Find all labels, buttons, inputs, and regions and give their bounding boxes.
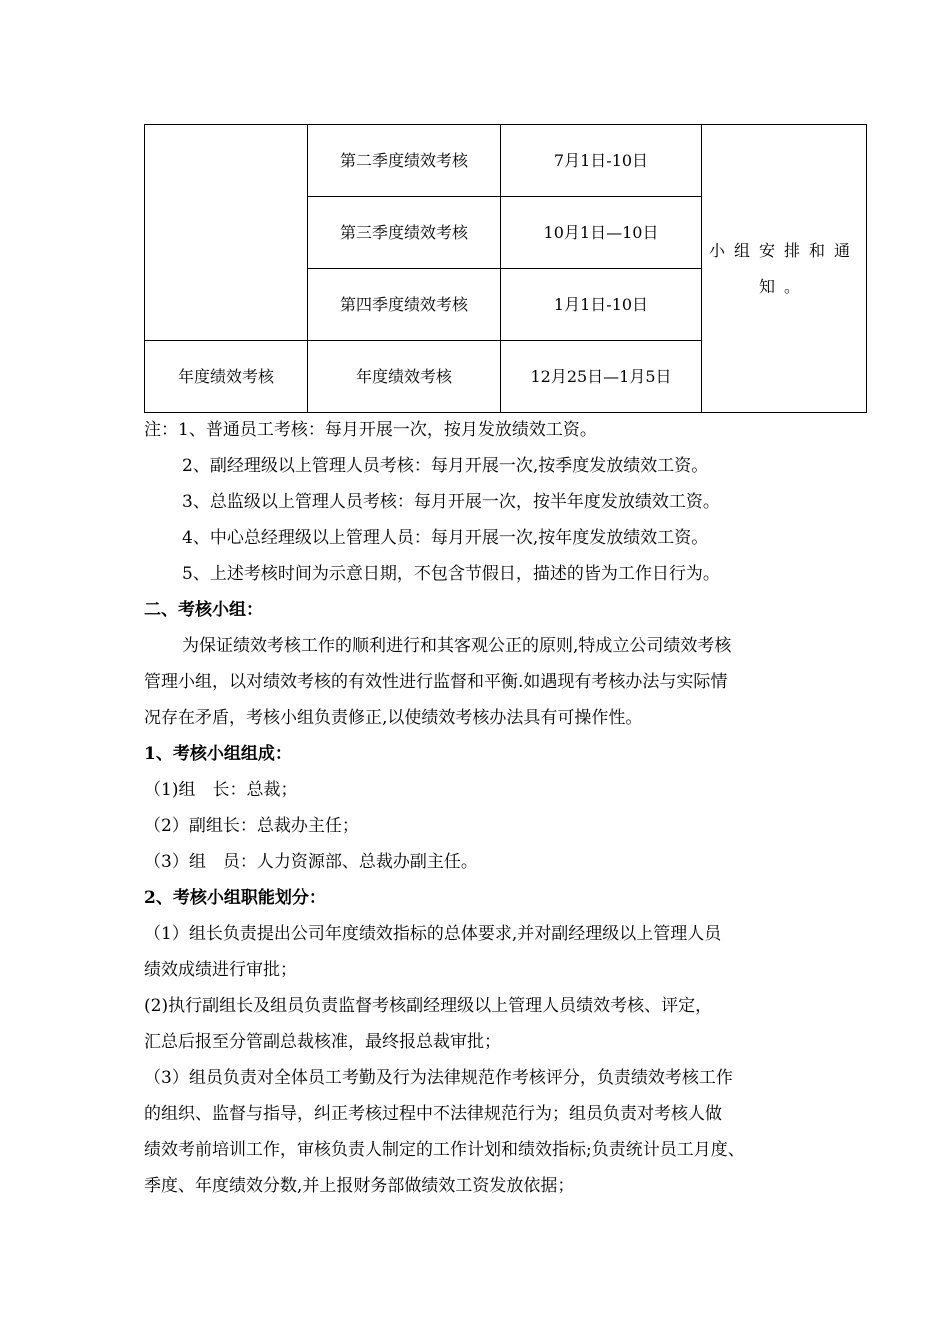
function-line: 季度、年度绩效分数,并上报财务部做绩效工资发放依据； [144, 1176, 575, 1196]
paragraph-line: 况存在矛盾，考核小组负责修正,以使绩效考核办法具有可操作性。 [144, 708, 643, 728]
table-cell-stage: 年度绩效考核 [145, 341, 308, 413]
note-line-5: 5、上述考核时间为示意日期，不包含节假日，描述的皆为工作日行为。 [182, 564, 720, 584]
note-line-1: 注：1、普通员工考核：每月开展一次，按月发放绩效工资。 [144, 420, 597, 440]
table-cell-time: 7月1日-10日 [501, 125, 702, 197]
table-cell-item: 年度绩效考核 [308, 341, 501, 413]
function-line: （3）组员负责对全体员工考勤及行为法律规范作考核评分，负责绩效考核工作 [144, 1068, 733, 1088]
table-cell-item: 第三季度绩效考核 [308, 197, 501, 269]
table-cell-time: 10月1日—10日 [501, 197, 702, 269]
function-line: 汇总后报至分管副总裁核准，最终报总裁审批； [144, 1032, 501, 1052]
member-line: （1)组 长：总裁； [144, 780, 298, 800]
table-cell-stage-empty [145, 125, 308, 341]
member-line: （2）副组长：总裁办主任； [144, 816, 359, 836]
note-line-2: 2、副经理级以上管理人员考核：每月开展一次,按季度发放绩效工资。 [182, 456, 709, 476]
function-line: 绩效成绩进行审批； [144, 960, 297, 980]
table-cell-item: 第四季度绩效考核 [308, 269, 501, 341]
table-cell-item: 第二季度绩效考核 [308, 125, 501, 197]
section-heading: 二、考核小组： [144, 600, 263, 620]
table-cell-time: 12月25日—1月5日 [501, 341, 702, 413]
function-line: 的组织、监督与指导，纠正考核过程中不法律规范行为；组员负责对考核人做 [144, 1104, 722, 1124]
function-line: 绩效考前培训工作，审核负责人制定的工作计划和绩效指标;负责统计员工月度、 [144, 1140, 745, 1160]
member-line: （3）组 员：人力资源部、总裁办副主任。 [144, 852, 478, 872]
paragraph-line: 为保证绩效考核工作的顺利进行和其客观公正的原则,特成立公司绩效考核 [182, 636, 732, 656]
function-line: (2)执行副组长及组员负责监督考核副经理级以上管理人员绩效考核、评定， [144, 996, 713, 1016]
function-line: （1）组长负责提出公司年度绩效指标的总体要求,并对副经理级以上管理人员 [144, 924, 722, 944]
note-line-4: 4、中心总经理级以上管理人员：每月开展一次,按年度发放绩效工资。 [182, 528, 709, 548]
table-cell-note: 小组安排和通知。 [702, 125, 867, 413]
schedule-table [144, 124, 867, 413]
note-line-3: 3、总监级以上管理人员考核：每月开展一次，按半年度发放绩效工资。 [182, 492, 720, 512]
subheading: 2、考核小组职能划分： [144, 888, 326, 908]
paragraph-line: 管理小组，以对绩效考核的有效性进行监督和平衡.如遇现有考核办法与实际情 [144, 672, 728, 692]
subheading: 1、考核小组组成： [144, 744, 292, 764]
table-cell-time: 1月1日-10日 [501, 269, 702, 341]
